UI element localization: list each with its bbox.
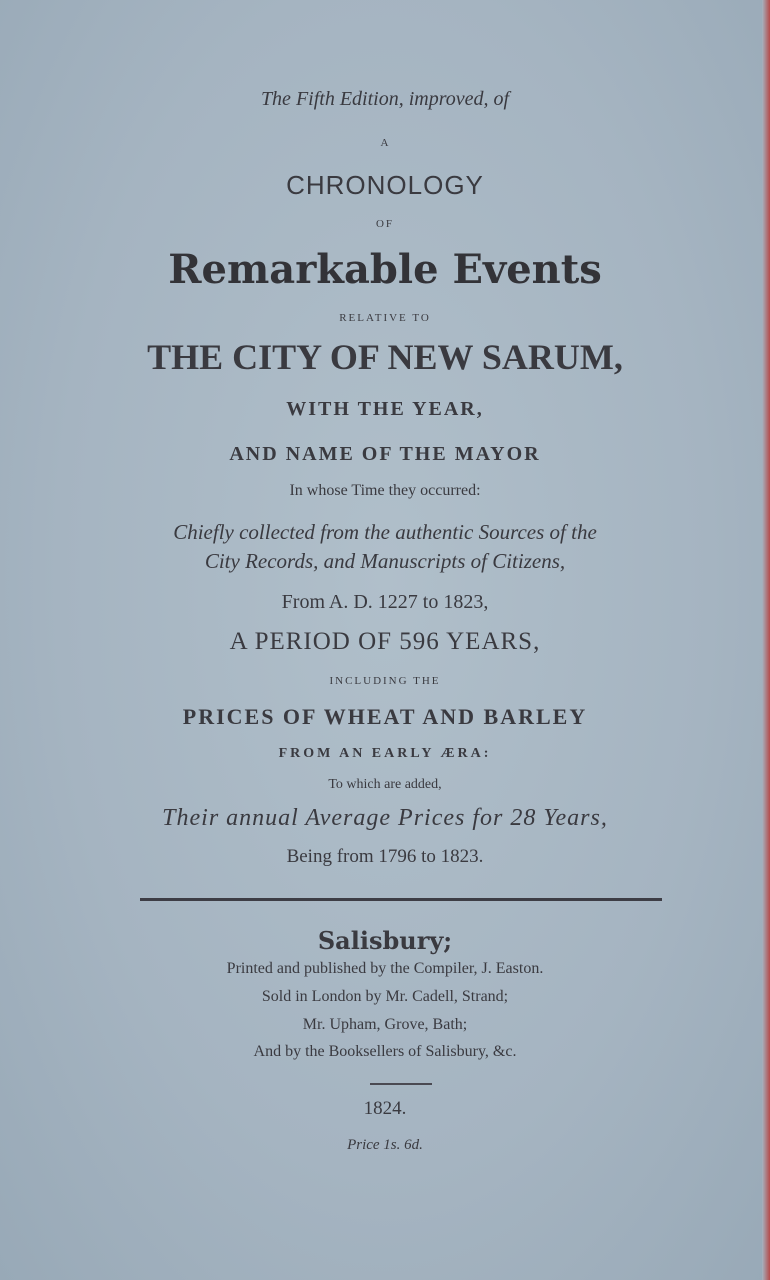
- early-era-line: FROM AN EARLY ÆRA:: [278, 746, 492, 761]
- of-line: OF: [375, 218, 395, 230]
- chronology-heading: CHRONOLOGY: [286, 170, 484, 200]
- mayor-line: AND NAME OF THE MAYOR: [229, 443, 541, 465]
- place-salisbury: Salisbury;: [317, 926, 453, 955]
- chiefly-line-1: Chiefly collected from the authentic Sources of the: [173, 520, 597, 544]
- relative-to-line: RELATIVE TO: [339, 312, 431, 324]
- with-year-line: WITH THE YEAR,: [286, 398, 484, 420]
- prices-heading: PRICES OF WHEAT AND BARLEY: [182, 704, 588, 729]
- booksellers-line: And by the Booksellers of Salisbury, &c.: [253, 1043, 517, 1060]
- price-line: Price 1s. 6d.: [347, 1137, 423, 1153]
- whose-time-line: In whose Time they occurred:: [289, 482, 481, 499]
- upham-line: Mr. Upham, Grove, Bath;: [302, 1016, 468, 1033]
- year-line: 1824.: [363, 1098, 407, 1119]
- chiefly-line-2: City Records, and Manuscripts of Citizens,: [204, 549, 566, 573]
- article-a: A: [380, 137, 390, 149]
- period-line: A PERIOD OF 596 YEARS,: [229, 628, 541, 655]
- sold-line: Sold in London by Mr. Cadell, Strand;: [261, 988, 509, 1005]
- including-line: INCLUDING THE: [329, 675, 441, 687]
- divider-rule: [140, 898, 662, 901]
- remarkable-events-heading: Remarkable Events: [168, 246, 602, 293]
- from-ad-line: From A. D. 1227 to 1823,: [281, 591, 489, 613]
- annual-prices-line: Their annual Average Prices for 28 Years,: [162, 805, 608, 831]
- short-rule: [370, 1083, 432, 1085]
- to-which-line: To which are added,: [328, 777, 442, 792]
- printed-line: Printed and published by the Compiler, J. Easton.: [226, 960, 544, 977]
- edition-line: The Fifth Edition, improved, of: [260, 88, 510, 110]
- city-heading: THE CITY OF NEW SARUM,: [147, 337, 623, 377]
- being-line: Being from 1796 to 1823.: [286, 846, 484, 867]
